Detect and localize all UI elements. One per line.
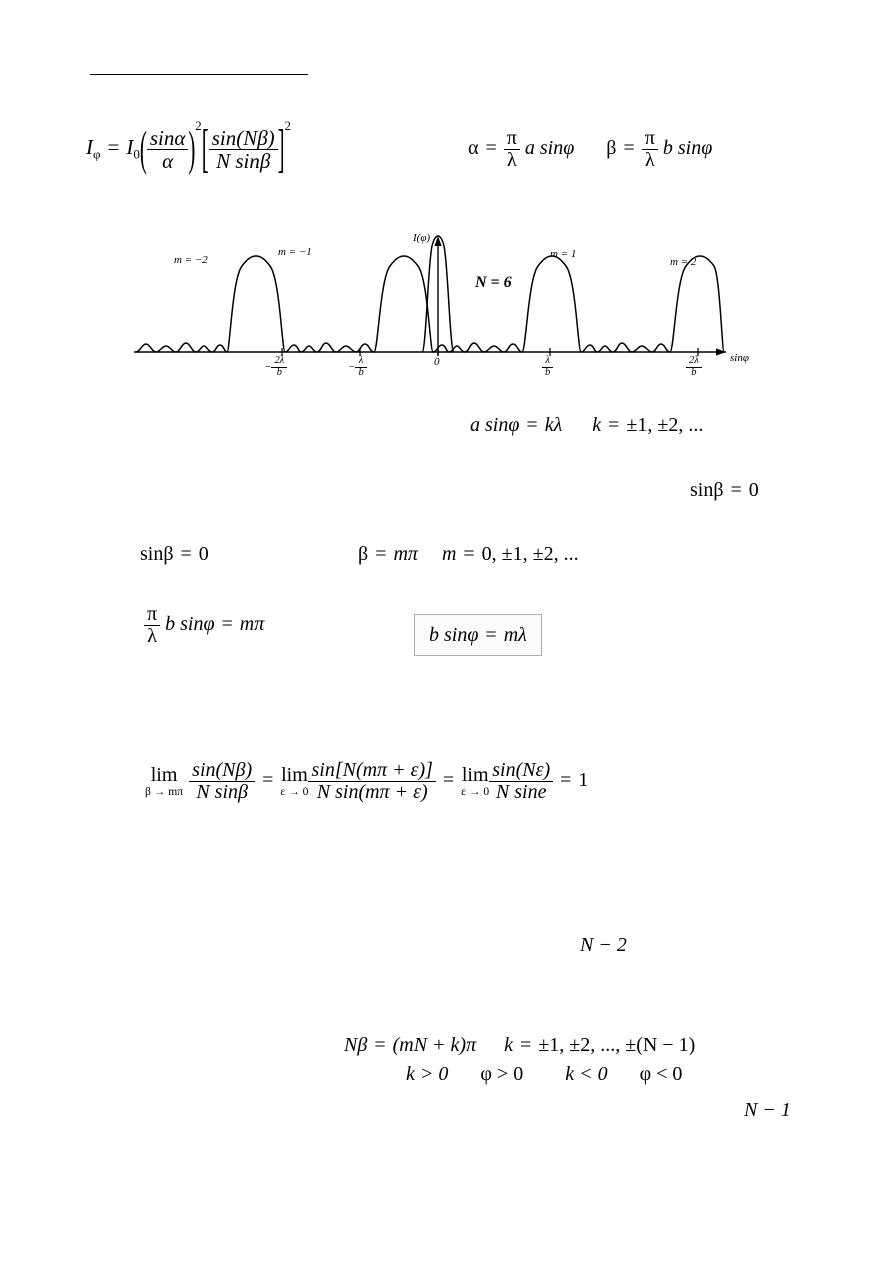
- figure-ticklabel-num-3: λ: [545, 355, 550, 366]
- limit-1-sub: β → mπ: [145, 784, 184, 798]
- limit-equals-2: =: [442, 769, 455, 792]
- formula-main-frac1-den: α: [147, 149, 189, 172]
- figure-ticklabel-sign-1: −: [348, 361, 356, 373]
- eq-sinbeta-right-rhs: 0: [748, 479, 759, 501]
- eq-beta-rhs: mπ: [393, 543, 418, 565]
- eq-sinbeta-right-lhs: sinβ: [690, 479, 724, 501]
- left-paren: (: [139, 121, 147, 177]
- equation-a-sin-phi: [470, 415, 703, 435]
- beta-frac-den: λ: [642, 149, 658, 171]
- equation-pi-lambda-b-sin: [144, 604, 264, 647]
- figure-peak-label-m-minus-2: m = −2: [174, 254, 208, 266]
- equation-sin-beta-zero-right: [690, 480, 759, 500]
- right-paren: ): [188, 121, 196, 177]
- eq-asin-k-equals: =: [608, 414, 620, 436]
- alpha-frac-num: π: [506, 127, 517, 149]
- expression-n-minus-1: N − 1: [744, 1099, 791, 1121]
- beta-symbol: β: [606, 137, 617, 160]
- formula-alpha-beta: [468, 128, 712, 171]
- figure-y-axis-label: I(φ): [413, 232, 431, 244]
- formula-main-I0: I: [126, 134, 134, 159]
- formula-main-intensity: [86, 118, 291, 179]
- header-rule: [90, 74, 308, 75]
- beta-frac: [642, 128, 658, 171]
- beta-bsinphi: b sinφ: [662, 137, 713, 160]
- limit-2: [280, 765, 308, 798]
- alpha-frac-den: λ: [504, 149, 520, 171]
- eq-asin-lhs: a sinφ: [470, 414, 520, 436]
- beta-equals: =: [623, 137, 635, 160]
- limit-2-frac-num: sin[N(mπ + ε)]: [311, 759, 433, 781]
- eq-nbeta-rhs: (mN + k)π: [392, 1034, 477, 1056]
- eq-pib-frac-num: π: [147, 603, 158, 625]
- figure-ticklabel-minus-2lambda-b: [264, 356, 287, 379]
- formula-main-I-sub: φ: [93, 146, 101, 162]
- equation-grating-condition-boxed: [414, 614, 542, 656]
- limit-equals-3: =: [560, 769, 572, 792]
- eq-pib-bsinphi: b sinφ: [165, 613, 215, 636]
- limit-2-frac: [308, 760, 435, 803]
- eq-beta-m-label: m: [441, 543, 457, 565]
- eq-asin-k-values: ±1, ±2, ...: [626, 414, 704, 436]
- figure-peak-label-m-2: m = 2: [670, 256, 697, 268]
- cond-phi-positive: φ > 0: [480, 1063, 524, 1085]
- limit-2-sub: ε → 0: [280, 784, 309, 798]
- eq-boxed-equals: =: [485, 624, 497, 646]
- diffraction-intensity-figure: [130, 224, 765, 384]
- limit-2-frac-den: N sin(mπ + ε): [308, 781, 435, 803]
- eq-pib-equals: =: [221, 613, 233, 636]
- limit-1-frac-num: sin(Nβ): [192, 759, 253, 781]
- figure-ticklabel-num-4: 2λ: [689, 355, 699, 366]
- eq-boxed-lhs: b sinφ: [429, 624, 479, 646]
- eq-boxed-rhs: mλ: [503, 624, 527, 646]
- eq-beta-equals: =: [375, 543, 387, 565]
- figure-ticklabel-frac-3: [542, 356, 553, 379]
- eq-pib-rhs: mπ: [239, 613, 265, 636]
- formula-main-I: I: [86, 134, 93, 159]
- figure-peak-label-m-minus-1: m = −1: [278, 246, 312, 258]
- figure-ticklabel-den-0: b: [271, 367, 287, 379]
- figure-x-arrow: [716, 348, 726, 355]
- limit-3-frac: [489, 760, 553, 803]
- figure-ticklabel-lambda-b: [542, 356, 553, 379]
- right-bracket: ]: [277, 118, 285, 179]
- eq-asin-equals: =: [526, 414, 538, 436]
- limit-3: [461, 765, 489, 798]
- limit-3-sub: ε → 0: [461, 784, 490, 798]
- equation-beta-m-pi: [358, 544, 579, 564]
- limit-3-frac-den: N sine: [489, 781, 553, 803]
- eq-asin-rhs: kλ: [544, 414, 563, 436]
- formula-main-frac1: [147, 127, 189, 172]
- eq-nbeta-k-label: k: [504, 1034, 513, 1056]
- figure-ticklabel-num-1: λ: [358, 355, 364, 366]
- figure-peak-label-m-1: m = 1: [550, 248, 577, 260]
- equation-n-beta: [344, 1035, 695, 1055]
- formula-main-frac1-num: sinα: [149, 125, 186, 150]
- equation-sin-beta-zero-left: [140, 544, 209, 564]
- cond-k-negative: k < 0: [565, 1063, 608, 1085]
- limit-3-op: lim: [461, 763, 489, 786]
- figure-ticklabel-den-4: b: [686, 367, 702, 379]
- limit-1: [145, 765, 183, 798]
- alpha-asinphi: a sinφ: [524, 137, 575, 160]
- eq-pib-frac-den: λ: [144, 625, 160, 647]
- eq-beta-lhs: β: [358, 543, 369, 565]
- figure-ticklabel-zero: 0: [434, 356, 440, 368]
- eq-nbeta-lhs: Nβ: [344, 1034, 368, 1056]
- eq-nbeta-k-values: ±1, ±2, ..., ±(N − 1): [538, 1034, 696, 1056]
- cond-k-positive: k > 0: [406, 1063, 449, 1085]
- figure-ticklabel-num-0: 2λ: [274, 355, 285, 366]
- limit-1-frac: [183, 760, 255, 803]
- limit-3-frac-num: sin(Nε): [492, 759, 551, 781]
- limit-equals-1: =: [262, 769, 274, 792]
- cond-phi-negative: φ < 0: [639, 1063, 683, 1085]
- conditions-k-phi-signs: [406, 1064, 682, 1084]
- eq-asin-k-label: k: [592, 414, 602, 436]
- limit-1-op: lim: [150, 763, 178, 786]
- eq-nbeta-k-equals: =: [519, 1034, 532, 1056]
- figure-ticklabel-sign-0: −: [264, 361, 272, 373]
- eq-beta-m-equals: =: [463, 543, 475, 565]
- formula-main-frac2-den: N sinβ: [209, 149, 278, 172]
- beta-frac-num: π: [644, 127, 655, 149]
- alpha-equals: =: [485, 137, 497, 160]
- figure-ticklabel-frac-0: [271, 356, 287, 379]
- formula-main-I0-sub: 0: [133, 146, 140, 162]
- limit-1-frac-den: N sinβ: [189, 781, 255, 803]
- equation-limit-chain: [145, 760, 588, 803]
- figure-x-axis-label: sinφ: [730, 352, 749, 364]
- eq-sinbeta-right-equals: =: [730, 479, 742, 501]
- eq-sinbeta-left-rhs: 0: [198, 543, 209, 565]
- figure-n-label: N = 6: [475, 274, 512, 291]
- formula-main-exp1: 2: [195, 119, 202, 133]
- expression-n-minus-2: N − 2: [580, 934, 627, 956]
- eq-pib-frac: [144, 604, 160, 647]
- left-bracket: [: [201, 118, 209, 179]
- eq-sinbeta-left-equals: =: [180, 543, 192, 565]
- figure-ticklabel-den-1: b: [355, 367, 366, 379]
- eq-sinbeta-left-lhs: sinβ: [140, 543, 174, 565]
- alpha-frac: [504, 128, 520, 171]
- figure-ticklabel-frac-4: [686, 356, 702, 379]
- figure-ticklabel-2lambda-b: [686, 356, 702, 379]
- formula-main-frac2: [209, 127, 278, 172]
- limit-result: 1: [578, 769, 589, 792]
- formula-main-exp2: 2: [284, 119, 291, 133]
- figure-ticklabel-frac-1: [355, 356, 366, 379]
- formula-main-frac2-num: sin(Nβ): [211, 125, 275, 150]
- figure-ticklabel-den-3: b: [542, 367, 553, 379]
- eq-nbeta-equals: =: [374, 1034, 386, 1056]
- figure-ticklabel-minus-lambda-b: [348, 356, 367, 379]
- limit-2-op: lim: [281, 763, 308, 786]
- alpha-symbol: α: [468, 137, 479, 160]
- eq-beta-m-values: 0, ±1, ±2, ...: [481, 543, 579, 565]
- formula-main-equals: =: [107, 134, 120, 159]
